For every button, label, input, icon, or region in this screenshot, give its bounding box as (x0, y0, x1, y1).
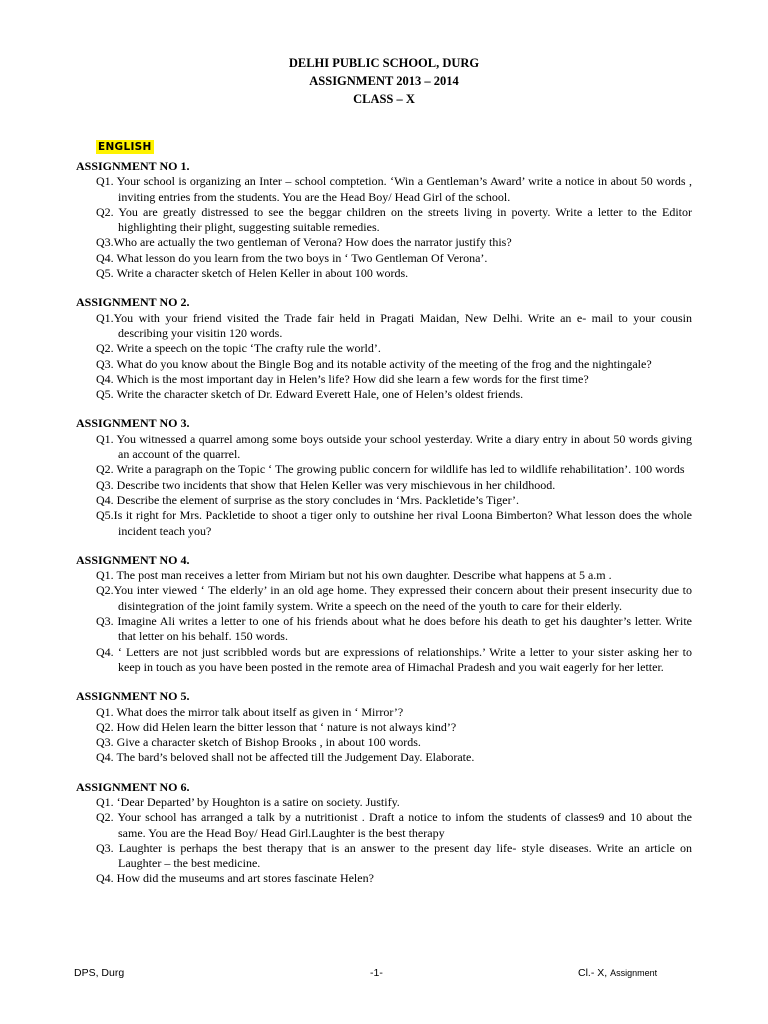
question-item: Q4. How did the museums and art stores fascinate Helen? (96, 871, 374, 886)
question-item: Q5.Is it right for Mrs. Packletide to shoot a tiger only to outshine her rival Loona Bimberton? What lesson does the whole incident teach you? (96, 508, 692, 538)
question-item: Q4. The bard’s beloved shall not be affected till the Judgement Day. Elaborate. (96, 750, 475, 765)
question-item: Q3. Laughter is perhaps the best therapy that is an answer to the present day life- style diseases. Write an article on Laughter – the best medicine. (96, 840, 692, 871)
question-item: Q3. Give a character sketch of Bishop Brooks , in about 100 words. (96, 735, 421, 750)
question-item: Q2.You inter viewed ‘ The elderly’ in an old age home. They expressed their concern about their present insecurity due to disintegration of the joint family system. Write a speech on the need of the youth to care for their elderly. (96, 583, 692, 613)
footer-class (578, 967, 657, 979)
question-item: Q4. Describe the element of surprise as the story concludes in ‘Mrs. Packletide’s Tiger’. (96, 492, 520, 507)
question-item: Q1. The post man receives a letter from Miriam but not his own daughter. Describe what happens at 5 a.m . (96, 568, 612, 583)
question-item: Q1.You with your friend visited the Trade fair held in Pragati Maidan, New Delhi. Write an e- mail to your cousin describing your visitin 120 words. (96, 310, 692, 340)
question-item: Q1. Your school is organizing an Inter – school comptetion. ‘Win a Gentleman’s Award’ write a notice in about 50 words , inviting entries from the students. You are the Head Boy/ Head Girl of the school. (96, 174, 692, 204)
document-header (0, 54, 768, 108)
question-item: Q2. Your school has arranged a talk by a nutritionist . Draft a notice to infom the students of classes9 and 10 about the same. You are the Head Boy/ Head Girl.Laughter is the best therapy (96, 810, 692, 840)
assignment-body (76, 159, 692, 901)
section-title: ASSIGNMENT NO 4. (76, 552, 190, 567)
section-title: ASSIGNMENT NO 6. (76, 779, 190, 794)
section-title: ASSIGNMENT NO 2. (76, 295, 190, 310)
question-item: Q3. What do you know about the Bingle Bog and its notable activity of the meeting of the frog and the nightingale? (96, 356, 652, 371)
question-item: Q1. You witnessed a quarrel among some boys outside your school yesterday. Write a diary entry in about 50 words giving an account of the quarrel. (96, 431, 692, 462)
section-title: ASSIGNMENT NO 3. (76, 416, 190, 431)
question-item: Q5. Write a character sketch of Helen Keller in about 100 words. (96, 266, 409, 281)
question-item: Q3.Who are actually the two gentleman of Verona? How does the narrator justify this? (96, 235, 512, 250)
assignment-year: ASSIGNMENT 2013 – 2014 (309, 74, 459, 88)
class-name: CLASS – X (353, 92, 415, 106)
question-item: Q2. Write a speech on the topic ‘The crafty rule the world’. (96, 341, 381, 356)
assignment-section (76, 159, 692, 281)
question-item: Q1. ‘Dear Departed’ by Houghton is a satire on society. Justify. (96, 794, 400, 809)
question-item: Q2. Write a paragraph on the Topic ‘ The growing public concern for wildlife has led to wildlife rehabilitation’. 100 words (96, 462, 685, 477)
question-item: Q2. How did Helen learn the bitter lesson that ‘ nature is not always kind’? (96, 719, 457, 734)
question-item: Q2. You are greatly distressed to see the beggar children on the streets living in poverty. Write a letter to the Editor highlighting their plight, suggesting suitable remedies. (96, 204, 692, 235)
assignment-section (76, 689, 692, 765)
footer-assignment-label: Assignment (610, 968, 658, 978)
question-item: Q3. Imagine Ali writes a letter to one of his friends about what he does before his death to get his daughter’s letter. Write that letter on his behalf. 150 words. (96, 614, 692, 644)
assignment-section (76, 780, 692, 887)
question-item: Q4. What lesson do you learn from the two boys in ‘ Two Gentleman Of Verona’. (96, 250, 488, 265)
school-name: DELHI PUBLIC SCHOOL, DURG (288, 56, 480, 70)
assignment-section (76, 553, 692, 675)
question-item: Q4. ‘ Letters are not just scribbled words but are expressions of relationships.’ Write a letter to your sister asking her to keep in touch as you have been posted in the remote area of Himachal Pradesh and you wait eagerly for her letter. (96, 644, 692, 674)
question-item: Q3. Describe two incidents that show that Helen Keller was very mischievous in her childhood. (96, 477, 556, 492)
assignment-section (76, 416, 692, 538)
section-title: ASSIGNMENT NO 1. (76, 159, 190, 173)
footer-school: DPS, Durg (74, 967, 125, 979)
page-number: -1- (370, 967, 383, 979)
question-item: Q4. Which is the most important day in Helen’s life? How did she learn a few words for the first time? (96, 371, 589, 386)
assignment-section (76, 295, 692, 402)
subject-label: ENGLISH (98, 141, 152, 153)
footer-class-label: Cl.- X, (578, 967, 608, 979)
question-item: Q1. What does the mirror talk about itself as given in ‘ Mirror’? (96, 704, 404, 719)
question-item: Q5. Write the character sketch of Dr. Edward Everett Hale, one of Helen’s oldest friends. (96, 387, 524, 402)
section-title: ASSIGNMENT NO 5. (76, 689, 190, 704)
